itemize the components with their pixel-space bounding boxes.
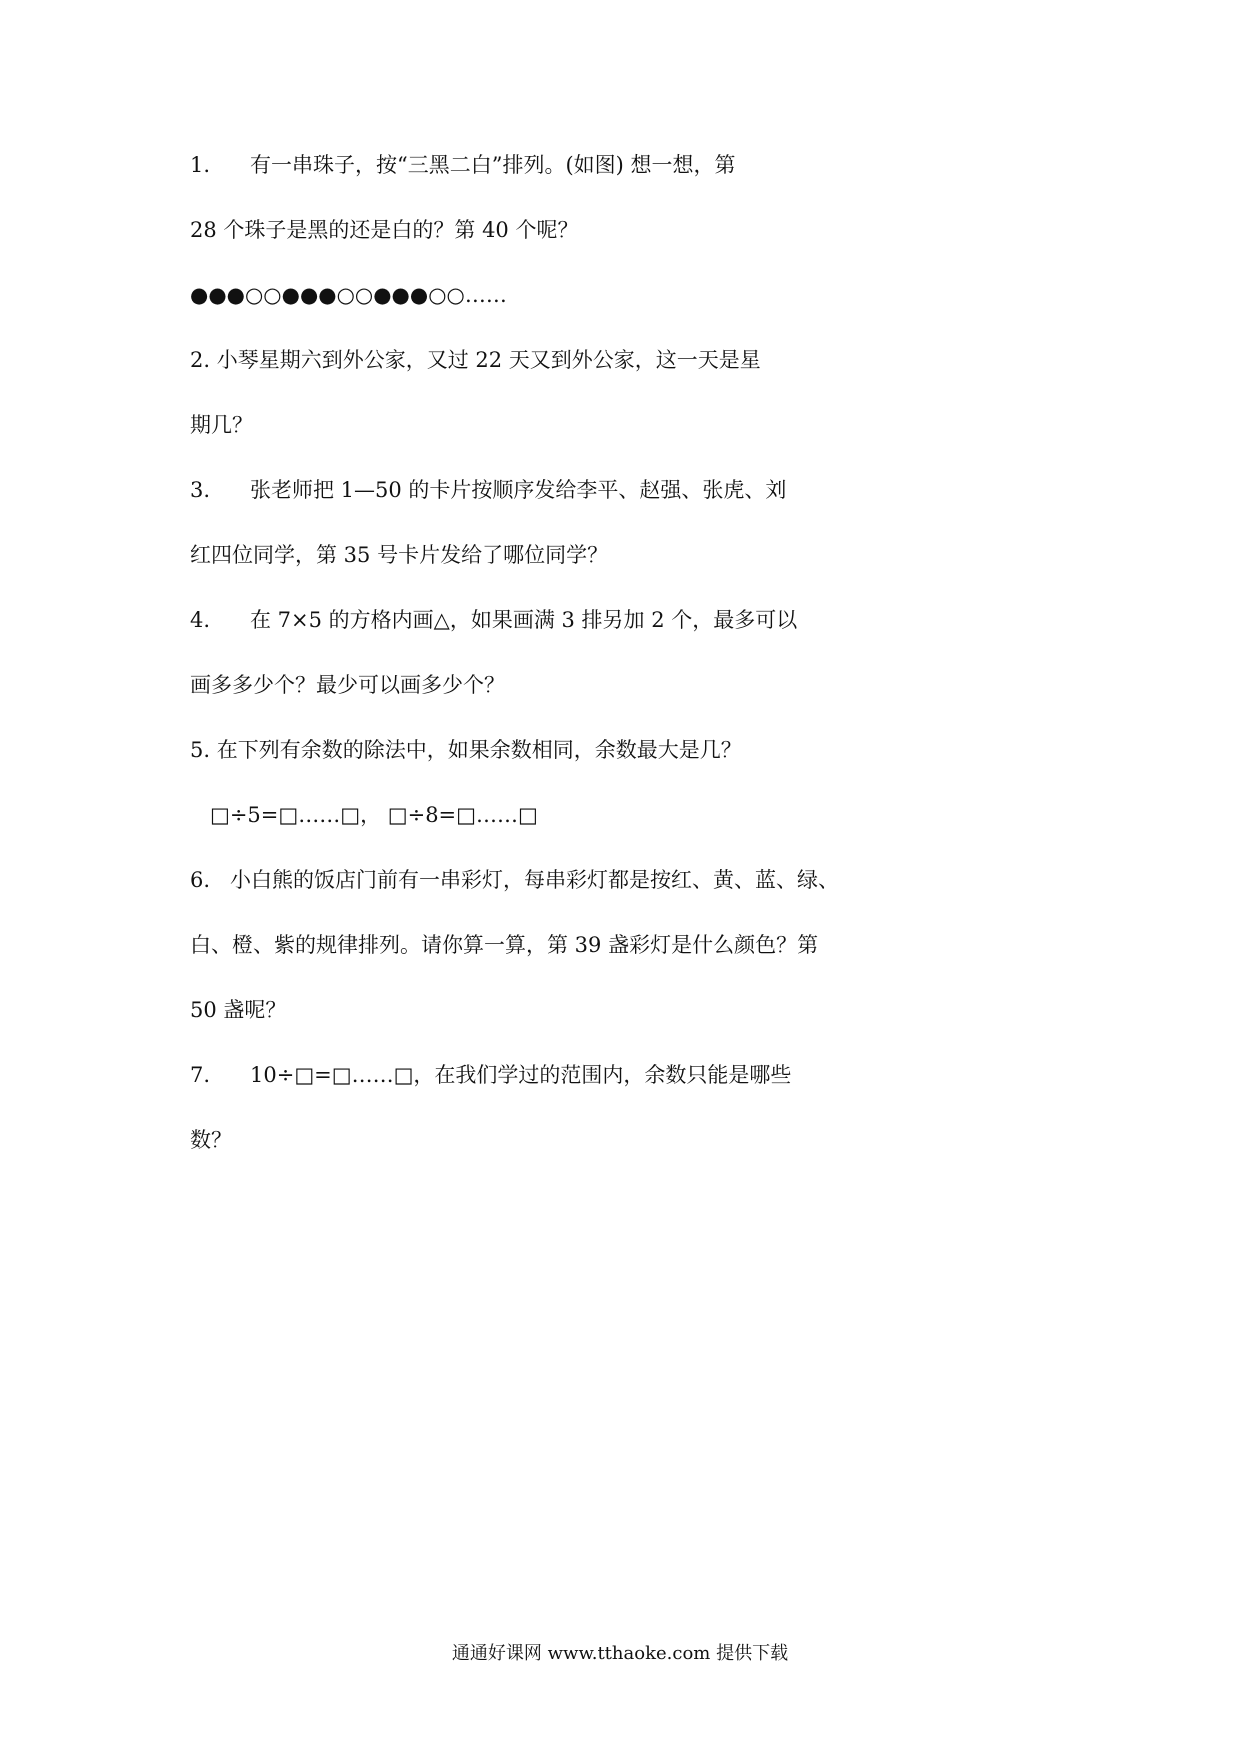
footer-text: 通通好课网 www.tthaoke.com 提供下载: [451, 1643, 789, 1664]
question-7-line-1: [190, 1060, 791, 1090]
question-6-line-2: 白、橙、紫的规律排列。请你算一算，第 39 盏彩灯是什么颜色？第: [190, 933, 819, 957]
question-1-line-1: [190, 150, 736, 180]
question-2-line-2: 期几？: [190, 413, 253, 437]
question-3-number: 3.: [190, 478, 211, 502]
bead-pattern: ●●●○○●●●○○●●●○○……: [190, 283, 507, 307]
question-7-text: 10÷□=□……□，在我们学过的范围内，余数只能是哪些: [250, 1063, 792, 1087]
question-1-number: 1.: [190, 153, 211, 177]
division-equations: □÷5=□……□， □÷8=□……□: [210, 803, 538, 827]
question-6-line-3: 50 盏呢？: [190, 998, 287, 1022]
question-1-text: 有一串珠子，按“三黑二白”排列。(如图) 想一想，第: [250, 153, 736, 177]
question-7-line-2: 数？: [190, 1128, 232, 1152]
question-6-number: 6.: [190, 868, 211, 892]
question-3-line-1: [190, 475, 786, 505]
question-2-line-1: 2. 小琴星期六到外公家，又过 22 天又到外公家，这一天是星: [190, 348, 761, 372]
question-6-line-1: [190, 865, 839, 895]
question-4-line-1: [190, 605, 797, 635]
question-3-text: 张老师把 1—50 的卡片按顺序发给李平、赵强、张虎、刘: [250, 478, 787, 502]
question-5-line-1: 5. 在下列有余数的除法中，如果余数相同，余数最大是几？: [190, 738, 742, 762]
question-3-line-2: 红四位同学，第 35 号卡片发给了哪位同学？: [190, 543, 609, 567]
question-6-text: 小白熊的饭店门前有一串彩灯，每串彩灯都是按红、黄、蓝、绿、: [230, 868, 839, 892]
question-7-number: 7.: [190, 1063, 211, 1087]
question-4-number: 4.: [190, 608, 211, 632]
question-4-text: 在 7×5 的方格内画△，如果画满 3 排另加 2 个，最多可以: [250, 608, 798, 632]
question-1-line-2: 28 个珠子是黑的还是白的？第 40 个呢？: [190, 218, 579, 242]
question-4-line-2: 画多多少个？最少可以画多少个？: [190, 673, 505, 697]
